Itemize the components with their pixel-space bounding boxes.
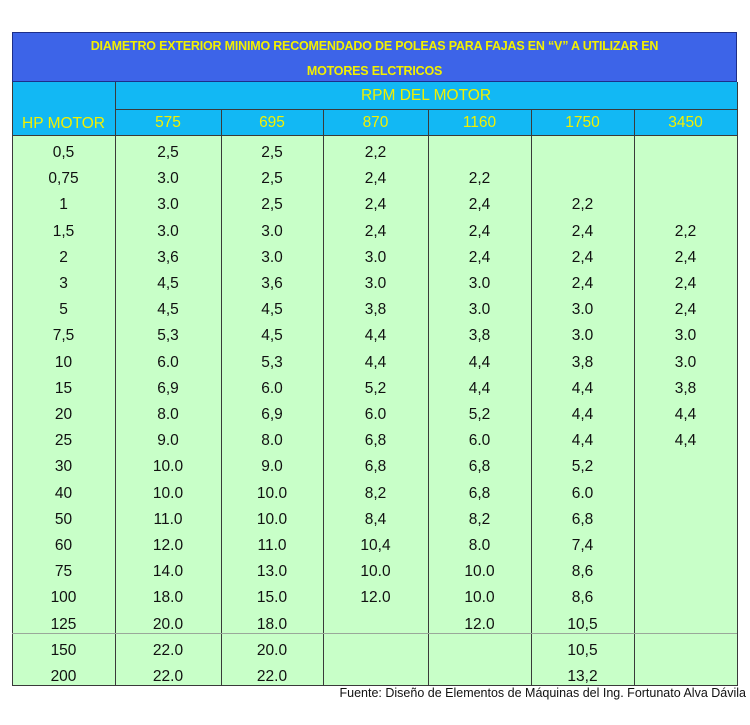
diameter-cell: 10,4 xyxy=(360,537,391,554)
diameter-cell: 15.0 xyxy=(256,589,288,607)
diameter-cell: 6.0 xyxy=(364,406,387,423)
hp-value-cell: 10 xyxy=(54,353,73,371)
table-title-line-1: DIAMETRO EXTERIOR MINIMO RECOMENDADO DE POLEAS PARA FAJAS EN “V” A UTILIZAR EN xyxy=(90,39,659,53)
diameter-cell: 2,4 xyxy=(364,196,387,214)
hp-value-cell: 25 xyxy=(54,432,73,450)
diameter-cell: 6,8 xyxy=(571,510,594,528)
table-title xyxy=(12,32,737,82)
diameter-cell: 13,2 xyxy=(567,668,598,685)
diameter-cell: 6,9 xyxy=(261,406,283,423)
hp-value-cell: 1,5 xyxy=(52,222,75,240)
diameter-cell: 7,4 xyxy=(571,537,594,554)
diameter-cell: 4,4 xyxy=(571,379,594,397)
diameter-cell: 18.0 xyxy=(152,589,184,607)
diameter-cell: 2,4 xyxy=(674,248,697,266)
diameter-cell: 3.0 xyxy=(261,222,283,240)
hp-value-cell: 0,75 xyxy=(48,170,79,188)
hp-value-cell: 75 xyxy=(54,563,73,581)
diameter-cell: 10,5 xyxy=(567,641,598,659)
hp-value-cell: 3 xyxy=(59,275,68,292)
diameter-cell: 4,5 xyxy=(157,301,179,319)
diameter-cell: 2,4 xyxy=(364,222,387,240)
diameter-cell: 20.0 xyxy=(152,615,184,633)
diameter-cell: 22.0 xyxy=(152,668,184,685)
diameter-cell: 6,8 xyxy=(364,458,387,476)
diameter-cell: 8,4 xyxy=(364,510,387,528)
diameter-cell: 10.0 xyxy=(256,484,288,502)
diameter-cell: 6,9 xyxy=(157,379,179,397)
hp-value-cell: 200 xyxy=(50,668,77,685)
diameter-cell: 14.0 xyxy=(152,563,184,581)
diameter-cell: 3.0 xyxy=(571,327,594,345)
diameter-cell: 5,2 xyxy=(468,406,491,423)
diameter-cell: 18.0 xyxy=(256,615,288,633)
diameter-cell: 9.0 xyxy=(261,458,283,476)
diameter-cell: 2,4 xyxy=(571,275,594,292)
diameter-cell: 2,4 xyxy=(571,248,594,266)
diameter-cell: 2,5 xyxy=(157,144,179,161)
hp-value-cell: 125 xyxy=(50,615,77,633)
diameter-cell: 3.0 xyxy=(364,248,387,266)
diameter-cell: 9.0 xyxy=(157,432,179,450)
diameter-cell: 5,3 xyxy=(157,327,179,345)
diameter-cell: 4,4 xyxy=(571,406,594,423)
diameter-cell: 6,8 xyxy=(364,432,387,450)
rpm-value-header: 575 xyxy=(115,109,221,135)
diameter-cell: 3.0 xyxy=(261,248,283,266)
diameter-cell: 2,4 xyxy=(674,275,697,292)
diameter-cell: 8,6 xyxy=(571,589,594,607)
diameter-cell: 2,4 xyxy=(571,222,594,240)
diameter-cell: 2,4 xyxy=(468,196,491,214)
diameter-cell: 6.0 xyxy=(261,379,283,397)
rpm-value-header: 1750 xyxy=(531,109,634,135)
diameter-cell: 4,4 xyxy=(468,379,491,397)
diameter-cell: 10.0 xyxy=(152,458,184,476)
diameter-cell: 6.0 xyxy=(571,484,594,502)
hp-value-cell: 5 xyxy=(59,301,68,319)
diameter-cell: 2,2 xyxy=(571,196,594,214)
rpm-value-header: 1160 xyxy=(428,109,531,135)
diameter-cell: 3,8 xyxy=(571,353,594,371)
hp-value-cell: 50 xyxy=(54,510,73,528)
diameter-cell: 2,4 xyxy=(364,170,387,188)
rpm-value-header: 3450 xyxy=(634,109,737,135)
diameter-cell: 20.0 xyxy=(256,641,288,659)
diameter-cell: 11.0 xyxy=(153,510,183,528)
diameter-cell: 2,2 xyxy=(674,222,697,240)
diameter-cell: 5,2 xyxy=(364,379,387,397)
diameter-cell: 11.0 xyxy=(257,537,287,554)
diameter-cell: 10.0 xyxy=(464,589,495,607)
hp-value-cell: 15 xyxy=(54,379,73,397)
hp-value-cell: 100 xyxy=(50,589,77,607)
diameter-cell: 10.0 xyxy=(464,563,495,581)
hp-value-cell: 0,5 xyxy=(52,144,75,161)
diameter-cell: 3.0 xyxy=(157,196,179,214)
diameter-cell: 2,2 xyxy=(364,144,387,161)
diameter-cell: 3.0 xyxy=(674,327,697,345)
diameter-cell: 3,6 xyxy=(261,275,283,292)
diameter-cell: 2,4 xyxy=(674,301,697,319)
rpm-header: RPM DEL MOTOR xyxy=(115,82,737,109)
diameter-cell: 10,5 xyxy=(567,615,598,633)
diameter-cell: 10.0 xyxy=(256,510,288,528)
hp-value-cell: 30 xyxy=(54,458,73,476)
rpm-divider xyxy=(115,109,737,110)
diameter-cell: 8.0 xyxy=(157,406,179,423)
diameter-cell: 4,5 xyxy=(157,275,179,292)
hp-value-cell: 2 xyxy=(59,248,68,266)
diameter-cell: 10.0 xyxy=(360,563,391,581)
hp-value-cell: 20 xyxy=(54,406,73,423)
diameter-cell: 4,4 xyxy=(674,406,697,423)
diameter-cell: 2,2 xyxy=(468,170,491,188)
hp-motor-header xyxy=(12,82,115,135)
diameter-cell: 4,5 xyxy=(261,301,283,319)
hp-value-cell: 40 xyxy=(54,484,73,502)
diameter-cell: 12.0 xyxy=(152,537,184,554)
diameter-cell: 4,5 xyxy=(261,327,283,345)
hp-motor-label: HP MOTOR xyxy=(22,115,105,132)
hp-value-cell: 7,5 xyxy=(52,327,75,345)
diameter-cell: 2,5 xyxy=(261,170,283,188)
diameter-cell: 8,6 xyxy=(571,563,594,581)
diameter-cell: 3,8 xyxy=(364,301,387,319)
diameter-cell: 22.0 xyxy=(256,668,288,685)
diameter-cell: 3.0 xyxy=(157,222,179,240)
diameter-cell: 3.0 xyxy=(674,353,697,371)
diameter-cell: 4,4 xyxy=(674,432,697,450)
diameter-cell: 2,4 xyxy=(468,248,491,266)
diameter-cell: 6.0 xyxy=(468,432,491,450)
rpm-value-header: 870 xyxy=(323,109,428,135)
diameter-cell: 3.0 xyxy=(364,275,387,292)
diameter-cell: 3.0 xyxy=(571,301,594,319)
diameter-cell: 8,2 xyxy=(468,510,491,528)
diameter-cell: 12.0 xyxy=(360,589,391,607)
diameter-cell: 6,8 xyxy=(468,484,491,502)
diameter-cell: 10.0 xyxy=(152,484,184,502)
diameter-cell: 6.0 xyxy=(157,353,179,371)
rpm-value-header: 695 xyxy=(221,109,323,135)
diameter-cell: 3,8 xyxy=(468,327,491,345)
table-title-line-2: MOTORES ELCTRICOS xyxy=(306,64,443,78)
source-note: Fuente: Diseño de Elementos de Máquinas del Ing. Fortunato Alva Dávila xyxy=(339,686,746,700)
diameter-cell: 4,4 xyxy=(364,353,387,371)
diameter-cell: 8.0 xyxy=(468,537,491,554)
diameter-cell: 4,4 xyxy=(364,327,387,345)
diameter-cell: 3,6 xyxy=(157,248,179,266)
diameter-cell: 3.0 xyxy=(468,275,491,292)
diameter-cell: 3.0 xyxy=(157,170,179,188)
diameter-cell: 5,2 xyxy=(571,458,594,476)
hp-value-cell: 1 xyxy=(59,196,68,214)
diameter-cell: 12.0 xyxy=(464,615,495,633)
diameter-cell: 4,4 xyxy=(571,432,594,450)
header-bottom-border xyxy=(12,135,737,136)
diameter-cell: 6,8 xyxy=(468,458,491,476)
hp-value-cell: 150 xyxy=(50,641,77,659)
diameter-cell: 5,3 xyxy=(261,353,283,371)
hp-value-cell: 60 xyxy=(54,537,73,554)
diameter-cell: 4,4 xyxy=(468,353,491,371)
diameter-cell: 8.0 xyxy=(261,432,283,450)
diameter-cell: 3,8 xyxy=(674,379,697,397)
diameter-cell: 2,4 xyxy=(468,222,491,240)
diameter-cell: 8,2 xyxy=(364,484,387,502)
diameter-cell: 2,5 xyxy=(261,196,283,214)
diameter-cell: 2,5 xyxy=(261,144,283,161)
diameter-cell: 22.0 xyxy=(152,641,184,659)
diameter-cell: 3.0 xyxy=(468,301,491,319)
table-border-right xyxy=(737,82,738,686)
diameter-cell: 13.0 xyxy=(256,563,288,581)
